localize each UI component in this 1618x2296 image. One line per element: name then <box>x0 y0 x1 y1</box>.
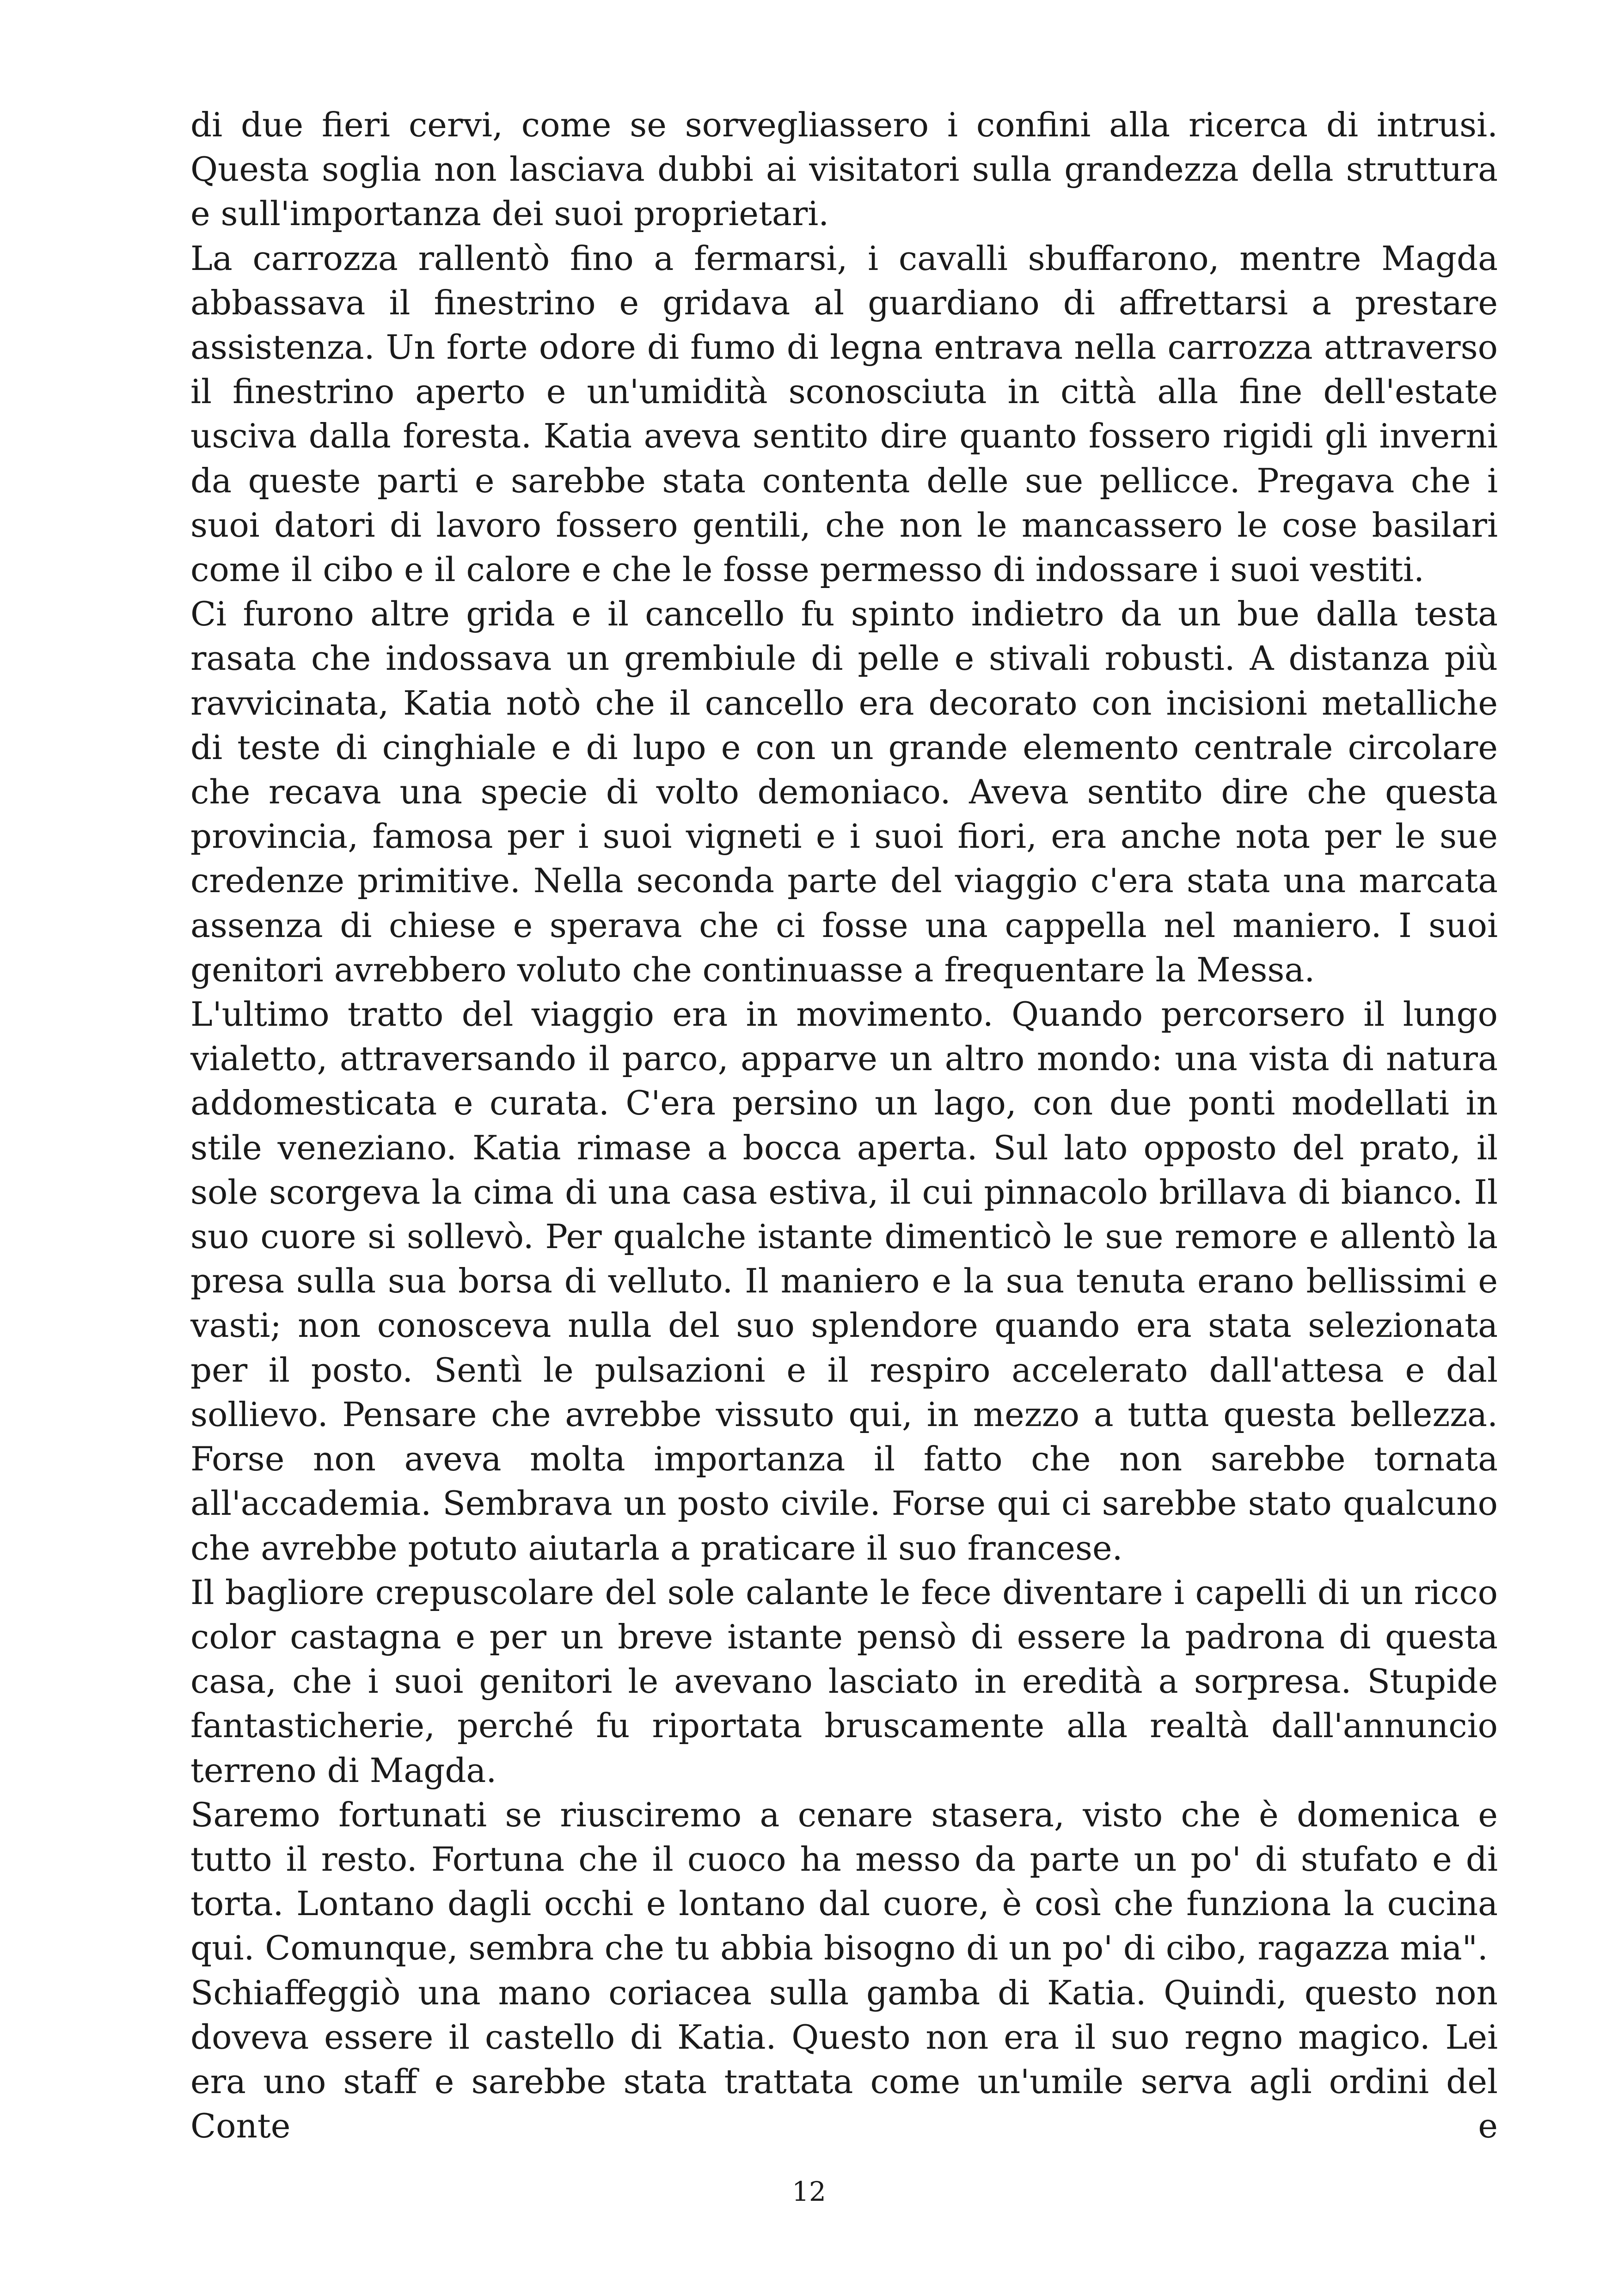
body-text <box>190 103 1498 2148</box>
paragraph-6: Saremo fortunati se riusciremo a cenare stasera, visto che è domenica e tutto il resto. Fortuna che il cuoco ha messo da parte un po' di stufato e di torta. Lontano dagli occhi e lontano dal cuore, è così che funziona la cucina qui. Comunque, sembra che tu abbia bisogno di un po' di cibo, ragazza mia". <box>190 1795 1498 1968</box>
paragraph-3: Ci furono altre grida e il cancello fu spinto indietro da un bue dalla testa rasata che indossava un grembiule di pelle e stivali robusti. A distanza più ravvicinata, Katia notò che il cancello era decorato con incisioni metalliche di teste di cinghiale e di lupo e con un grande elemento centrale circolare che recava una specie di volto demoniaco. Aveva sentito dire che questa provincia, famosa per i suoi vigneti e i suoi fiori, era anche nota per le sue credenze primitive. Nella seconda parte del viaggio c'era stata una marcata assenza di chiese e sperava che ci fosse una cappella nel maniero. I suoi genitori avrebbero voluto che continuasse a frequentare la Messa. <box>190 594 1498 989</box>
paragraph-7: Schiaffeggiò una mano coriacea sulla gamba di Katia. Quindi, questo non doveva essere il castello di Katia. Questo non era il suo regno magico. Lei era uno staff e sarebbe stata trattata come un'umile serva agli ordini del Conte e <box>190 1973 1498 2146</box>
paragraph-1: di due fieri cervi, come se sorvegliassero i confini alla ricerca di intrusi. Questa soglia non lasciava dubbi ai visitatori sulla grandezza della struttura e sull'importanza dei suoi proprietari. <box>190 105 1498 233</box>
page-number: 12 <box>792 2176 826 2207</box>
paragraph-2: La carrozza rallentò fino a fermarsi, i cavalli sbuffarono, mentre Magda abbassava il finestrino e gridava al guardiano di affrettarsi a prestare assistenza. Un forte odore di fumo di legna entrava nella carrozza attraverso il finestrino aperto e un'umidità sconosciuta in città alla fine dell'estate usciva dalla foresta. Katia aveva sentito dire quanto fossero rigidi gli inverni da queste parti e sarebbe stata contenta delle sue pellicce. Pregava che i suoi datori di lavoro fossero gentili, che non le mancassero le cose basilari come il cibo e il calore e che le fosse permesso di indossare i suoi vestiti. <box>190 239 1498 589</box>
paragraph-4: L'ultimo tratto del viaggio era in movimento. Quando percorsero il lungo vialetto, attraversando il parco, apparve un altro mondo: una vista di natura addomesticata e curata. C'era persino un lago, con due ponti modellati in stile veneziano. Katia rimase a bocca aperta. Sul lato opposto del prato, il sole scorgeva la cima di una casa estiva, il cui pinnacolo brillava di bianco. Il suo cuore si sollevò. Per qualche istante dimenticò le sue remore e allentò la presa sulla sua borsa di velluto. Il maniero e la sua tenuta erano bellissimi e vasti; non conosceva nulla del suo splendore quando era stata selezionata per il posto. Sentì le pulsazioni e il respiro accelerato dall'attesa e dal sollievo. Pensare che avrebbe vissuto qui, in mezzo a tutta questa bellezza. Forse non aveva molta importanza il fatto che non sarebbe tornata all'accademia. Sembrava un posto civile. Forse qui ci sarebbe stato qualcuno che avrebbe potuto aiutarla a praticare il suo francese. <box>190 995 1498 1567</box>
paragraph-5: Il bagliore crepuscolare del sole calante le fece diventare i capelli di un ricco color castagna e per un breve istante pensò di essere la padrona di questa casa, che i suoi genitori le avevano lasciato in eredità a sorpresa. Stupide fantasticherie, perché fu riportata bruscamente alla realtà dall'annuncio terreno di Magda. <box>190 1573 1498 1790</box>
